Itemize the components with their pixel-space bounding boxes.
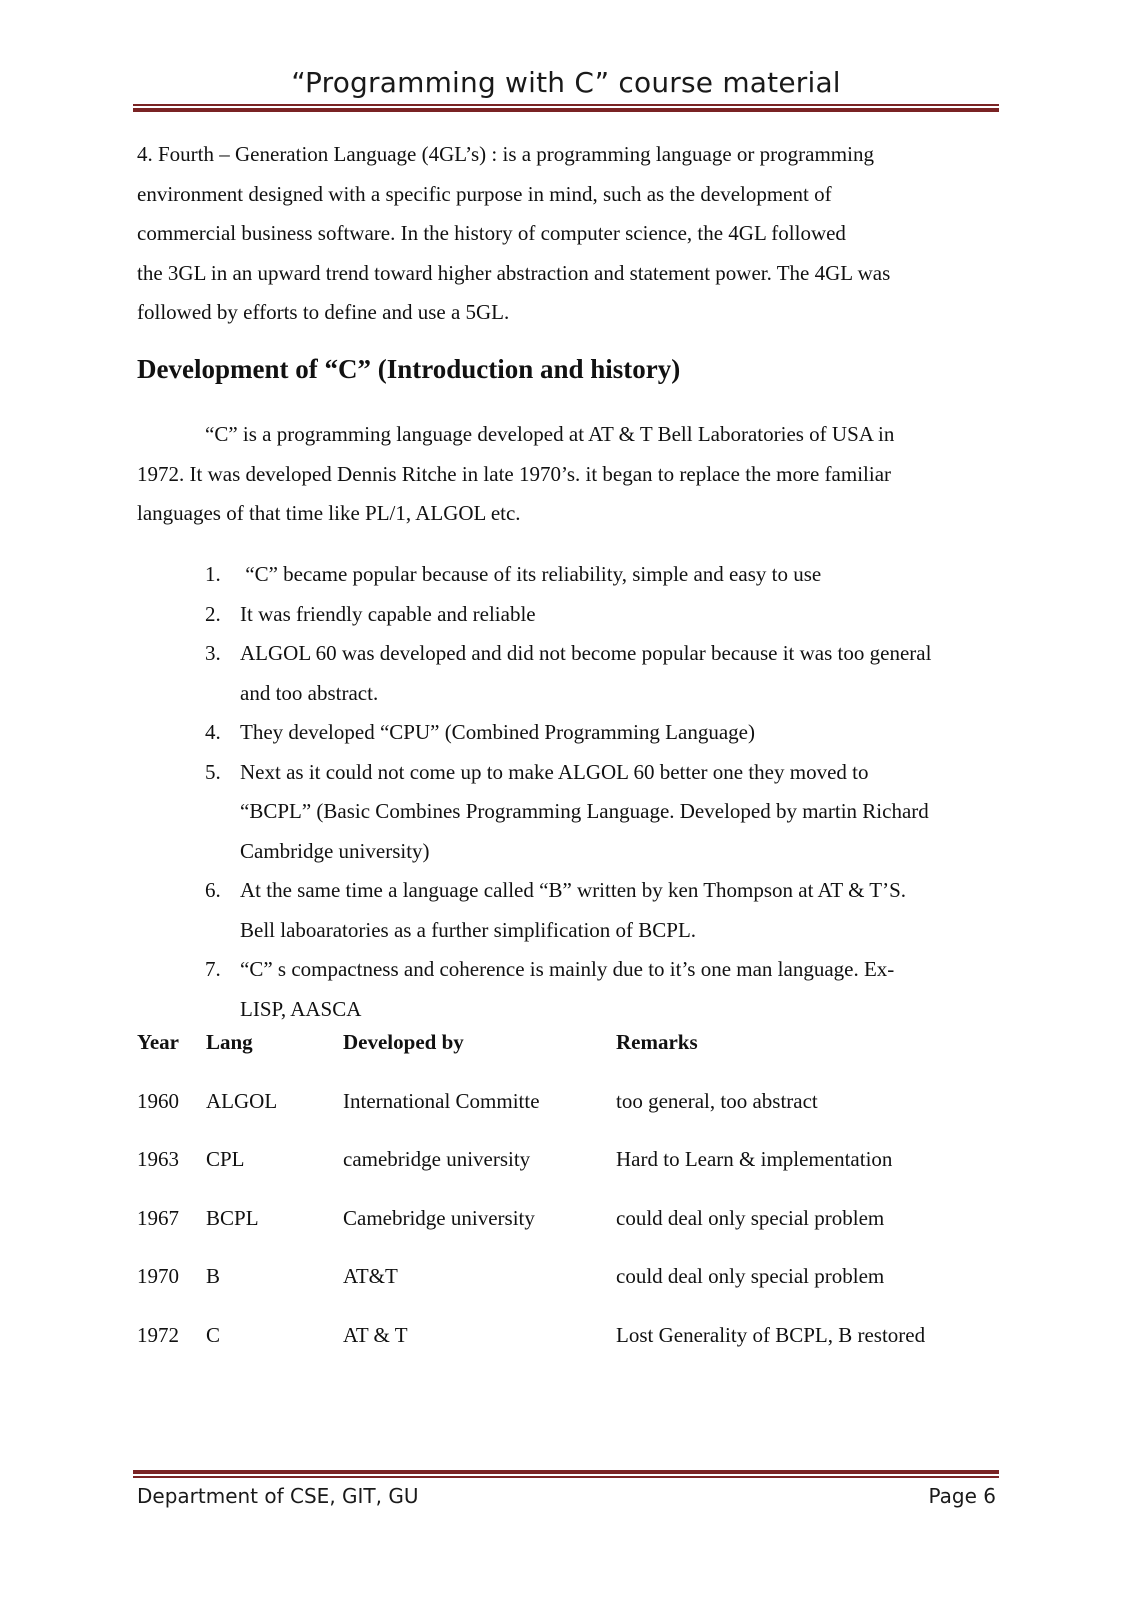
footer-rule (133, 1470, 999, 1478)
cell-year: 1963 (137, 1147, 179, 1171)
cell-year: 1960 (137, 1088, 179, 1113)
paragraph-line: followed by efforts to define and use a 5GL. (137, 300, 510, 324)
cell-year: 1972 (137, 1322, 179, 1347)
list-item (205, 950, 1005, 1029)
cell-developed-by: International Committe (343, 1088, 540, 1113)
table-header-row (137, 1030, 1007, 1089)
section-heading: Development of “C” (Introduction and history) (137, 354, 681, 384)
table-row (137, 1206, 1007, 1265)
list-item-line: Next as it could not come up to make ALGOL 60 better one they moved to (240, 759, 869, 784)
list-number: 3. (205, 641, 221, 665)
list-item-line: Bell laboaratories as a further simplification of BCPL. (240, 917, 697, 942)
list-item-line: Cambridge university) (240, 838, 430, 863)
list-number: 4. (205, 720, 221, 744)
cell-lang: B (206, 1264, 221, 1288)
list-item-line: “C” s compactness and coherence is mainly due to it’s one man language. Ex- (240, 957, 895, 981)
paragraph-line: 4. Fourth – Generation Language (4GL’s) : is a programming language or programming (137, 142, 874, 166)
list-item-line: At the same time a language called “B” written by ken Thompson at AT & T’S. (240, 878, 907, 902)
footer-page-number: Page 6 (928, 1484, 996, 1508)
cell-developed-by: camebridge university (343, 1147, 531, 1171)
cell-developed-by: Camebridge university (343, 1205, 535, 1230)
header-title: “Programming with C” course material (291, 66, 841, 99)
cell-year: 1970 (137, 1264, 179, 1288)
paragraph-line: commercial business software. In the history of computer science, the 4GL followed (137, 221, 846, 245)
paragraph-line: environment designed with a specific purpose in mind, such as the development of (137, 181, 832, 206)
footer-department: Department of CSE, GIT, GU (137, 1484, 419, 1508)
list-number: 7. (205, 957, 221, 981)
column-header-lang: Lang (206, 1030, 253, 1054)
table-row (137, 1264, 1007, 1323)
list-item-line: ALGOL 60 was developed and did not become popular because it was too general (240, 641, 932, 665)
table-row (137, 1323, 1007, 1382)
list-item (205, 555, 1005, 595)
paragraph-line (137, 415, 1007, 455)
list-item-line: “C” became popular because of its reliability, simple and easy to use (240, 562, 822, 586)
cell-lang: BCPL (206, 1205, 259, 1230)
intro-paragraph (137, 415, 1007, 534)
paragraph-line-text: “C” is a programming language developed at AT & T Bell Laboratories of USA in (205, 422, 895, 446)
fourth-gen-paragraph (137, 135, 1007, 333)
list-number: 5. (205, 759, 221, 784)
cell-remarks: could deal only special problem (616, 1264, 885, 1288)
header-rule (133, 104, 999, 112)
list-number: 1. (205, 562, 221, 586)
cell-lang: ALGOL (206, 1088, 278, 1113)
language-history-table (137, 1030, 1007, 1381)
table-row (137, 1089, 1007, 1148)
list-item-line: LISP, AASCA (240, 996, 362, 1021)
column-header-remarks: Remarks (616, 1030, 698, 1054)
cell-year: 1967 (137, 1205, 179, 1230)
cell-lang: CPL (206, 1147, 245, 1171)
list-number: 2. (205, 601, 221, 626)
column-header-developed-by: Developed by (343, 1030, 464, 1054)
list-item-line: It was friendly capable and reliable (240, 601, 536, 626)
paragraph-line: languages of that time like PL/1, ALGOL etc. (137, 501, 521, 525)
list-item (205, 713, 1005, 753)
cell-lang: C (206, 1322, 221, 1347)
list-item-line: and too abstract. (240, 680, 379, 705)
history-list (205, 555, 1005, 1029)
cell-remarks: too general, too abstract (616, 1088, 818, 1113)
list-item (205, 753, 1005, 872)
cell-remarks: could deal only special problem (616, 1205, 885, 1230)
cell-developed-by: AT&T (343, 1264, 398, 1288)
list-item (205, 634, 1005, 713)
cell-remarks: Hard to Learn & implementation (616, 1147, 893, 1171)
cell-developed-by: AT & T (343, 1322, 408, 1347)
table-row (137, 1147, 1007, 1206)
paragraph-line: the 3GL in an upward trend toward higher abstraction and statement power. The 4GL was (137, 260, 891, 285)
paragraph-line: 1972. It was developed Dennis Ritche in late 1970’s. it began to replace the more familiar (137, 461, 892, 486)
list-item-line: They developed “CPU” (Combined Programming Language) (240, 720, 755, 744)
column-header-year: Year (137, 1030, 179, 1054)
list-number: 6. (205, 878, 221, 902)
list-item-line: “BCPL” (Basic Combines Programming Language. Developed by martin Richard (240, 799, 929, 823)
cell-remarks: Lost Generality of BCPL, B restored (616, 1322, 926, 1347)
list-item (205, 871, 1005, 950)
list-item (205, 595, 1005, 635)
